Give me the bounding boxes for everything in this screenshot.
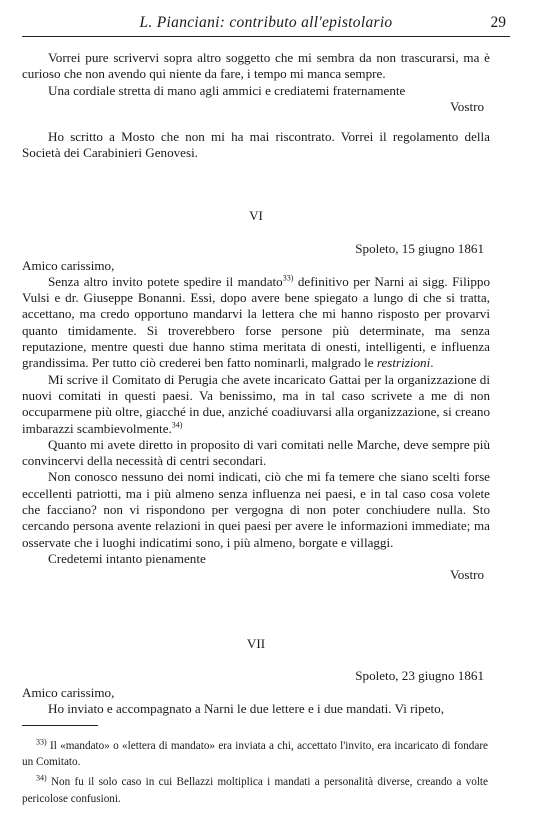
emphasis: restrizioni	[376, 355, 431, 371]
text-run: Senza altro invito potete spedire il mandato	[48, 273, 283, 289]
running-header	[22, 14, 510, 37]
footnote-mark: 33)	[36, 737, 47, 747]
signature: Vostro	[450, 567, 484, 583]
footnote-text: Non fu il solo caso in cui Bellazzi moltiplica i mandati a personalità diverse, creando a volte pericolose confusioni.	[22, 776, 489, 805]
footnote-text: Il «mandato» o «lettera di mandato» era inviata a chi, accettato l'invito, era incaricato di fondare un Comitato.	[22, 740, 489, 769]
paragraph: Quanto mi avete diretto in proposito di vari comitati nelle Marche, deve sempre più convincervi della necessità di centri secondari.	[22, 436, 490, 469]
spacer	[22, 224, 490, 241]
salutation: Amico carissimo,	[22, 257, 115, 273]
paragraph	[22, 372, 490, 437]
footnote	[22, 738, 488, 770]
spacer	[22, 115, 490, 129]
footnote	[22, 774, 488, 806]
letter-vii	[22, 636, 490, 717]
text-run: definitivo per Narni ai sigg. Filippo Vulsi e dr. Giuseppe Bonanni. Essi, dopo avere bene spiegato a lungo di che si tratta, accettano, ma credo opportuno mandarvi la lettera che mi hanno risposto per provarvi quanto timidamente. Si troverebbero forse persone più determinate, ma senza reputazione, mentre questi due hanno stima meritata di onesti, intelligenti, e influenza grandissima. Per tutto ciò crederei ben fatto nominarli, malgrado le	[22, 273, 490, 371]
footnote-mark: 34)	[36, 773, 47, 783]
paragraph: Credetemi intanto pienamente	[48, 550, 206, 566]
text-run: Mi scrive il Comitato di Perugia che avete incaricato Gattai per la organizzazione di nuovi comitati in questi paesi. Va benissimo, ma in tal caso scrivete a me di non occuparmene più oltre, giacché in due, anziché coadiuvarsi alla organizzazione, si creano imbarazzi scambievolmente.	[22, 371, 490, 436]
footnote-ref: 33)	[282, 273, 294, 283]
letter-numeral: VII	[246, 636, 266, 651]
running-title: L. Pianciani: contributo all'epistolario	[139, 14, 393, 31]
text-run: .	[430, 355, 434, 371]
letter-date: Spoleto, 23 giugno 1861	[355, 668, 484, 684]
letter-numeral: VI	[249, 208, 263, 223]
footnote-rule	[22, 725, 98, 726]
page-number: 29	[490, 14, 506, 31]
postscript: Ho scritto a Mosto che non mi ha mai riscontrato. Vorrei il regolamento della Società dei Carabinieri Genovesi.	[22, 129, 490, 161]
paragraph: Non conosco nessuno dei nomi indicati, ciò che mi fa temere che siano scelti forse eccellenti patriotti, ma i più almeno senza influenza nei paesi, e in tal caso cosa volete che facciano? non vi rispondono per vergogna di non poter conchiudere nulla. Sto cercando persona avente relazioni in quei paesi per avere le informazioni immediate; ma osservate che i luoghi indicatimi sono, i più almeno, borgate e villaggi.	[22, 469, 490, 550]
letter-vi	[22, 208, 490, 584]
letter-v-ending	[22, 50, 490, 162]
spacer	[22, 652, 490, 668]
paragraph: Una cordiale stretta di mano agli ammici e crediatemi fraternamente	[48, 82, 406, 98]
signature: Vostro	[450, 98, 484, 114]
letter-date: Spoleto, 15 giugno 1861	[355, 241, 484, 257]
paragraph: Ho inviato e accompagnato a Narni le due lettere e i due mandati. Vi ripeto,	[48, 700, 445, 716]
footnotes	[22, 738, 488, 807]
paragraph: Vorrei pure scrivervi sopra altro soggetto che mi sembra da non trascurarsi, ma è curioso che non avendo qui niente da fare, i tempo mi manca sempre.	[22, 50, 490, 82]
salutation: Amico carissimo,	[22, 684, 115, 700]
footnote-ref: 34)	[171, 420, 183, 430]
paragraph	[22, 274, 490, 372]
